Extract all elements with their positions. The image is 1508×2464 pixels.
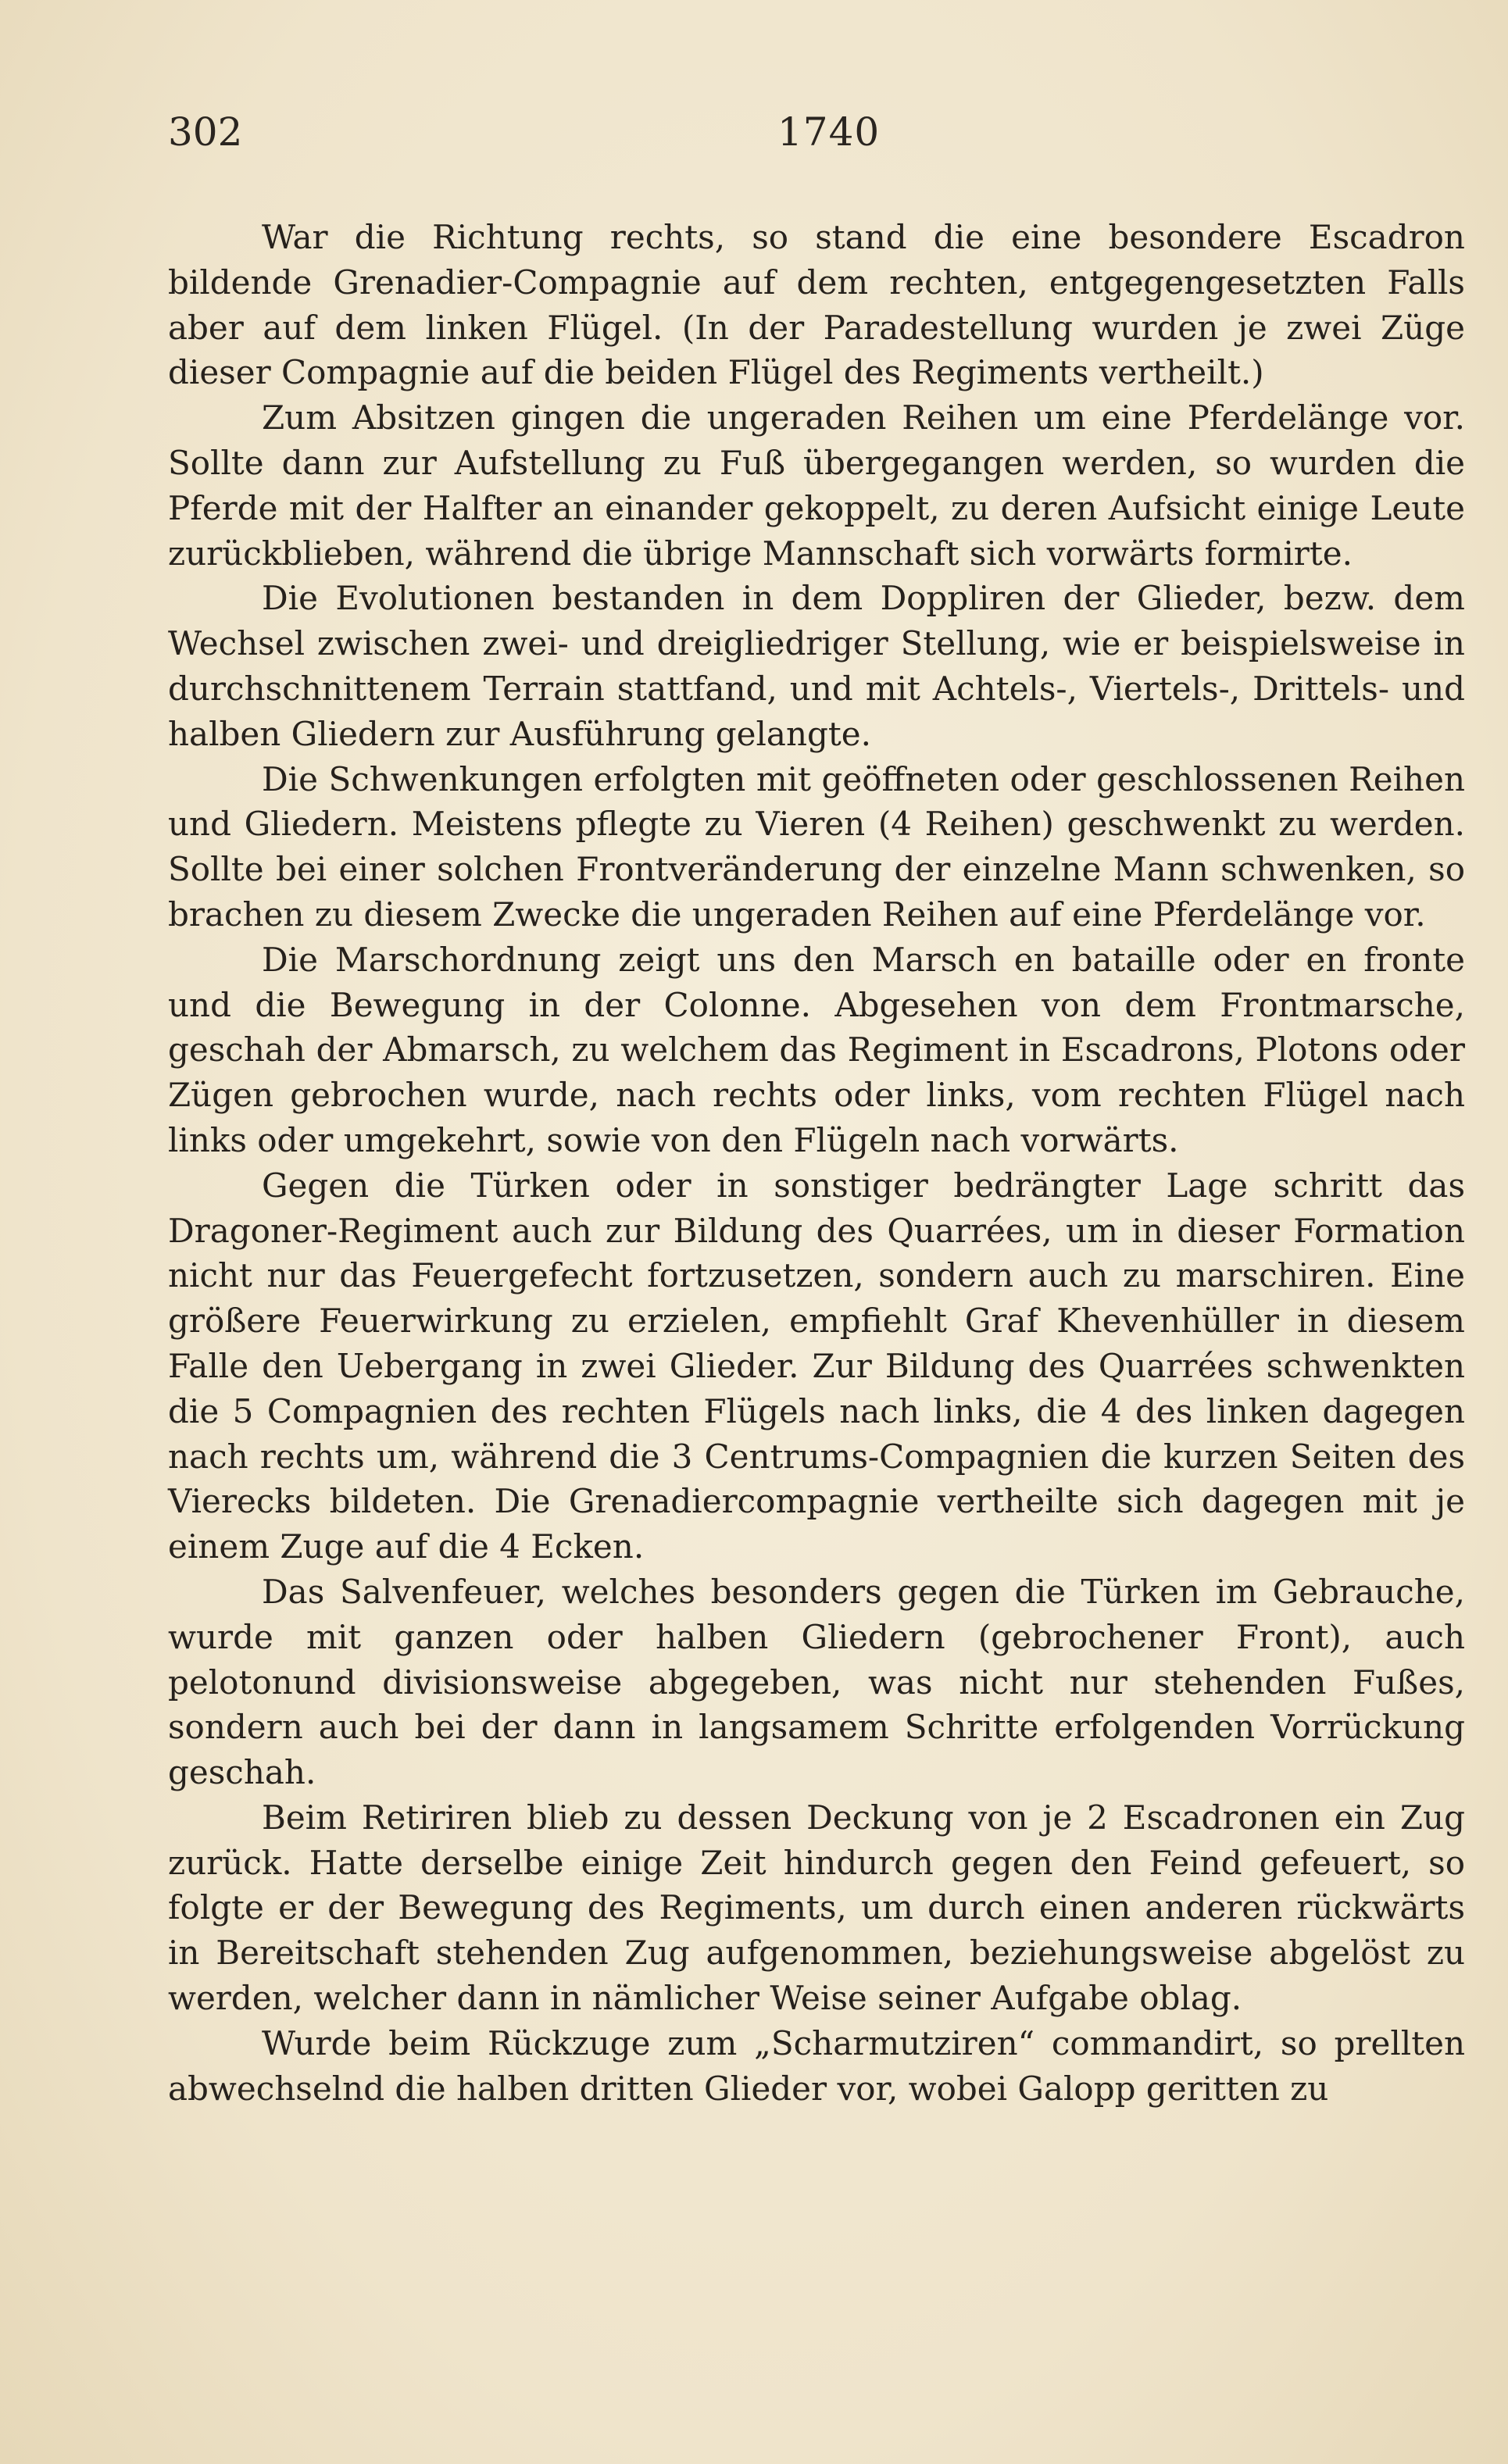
page-header [168,109,1465,172]
paragraph-quarree: Gegen die Türken oder in sonstiger bedrängter Lage schritt das Dragoner-Regiment auch zur Bildung des Quarrées, um in dieser Formation nicht nur das Feuergefecht fortzusetzen, sondern auch zu marschiren. Eine größere Feuerwirkung zu erzielen, empfiehlt Graf Khevenhüller in diesem Falle den Uebergang in zwei Glieder. Zur Bildung des Quarrées schwenkten die 5 Compagnien des rechten Flügels nach links, die 4 des linken dagegen nach rechts um, während die 3 Centrums-Compagnien die kurzen Seiten des Vierecks bildeten. Die Grenadiercompagnie vertheilte sich dagegen mit je einem Zuge auf die 4 Ecken. [168,1166,1465,1566]
paragraph-retiriren: Beim Retiriren blieb zu dessen Deckung von je 2 Escadronen ein Zug zurück. Hatte derselbe einige Zeit hindurch gegen den Feind gefeuert, so folgte er der Bewegung des Regiments, um durch einen anderen rückwärts in Bereitschaft stehenden Zug aufgenommen, beziehungsweise abgelöst zu werden, welcher dann in nämlicher Weise seiner Aufgabe oblag. [168,1798,1465,2018]
paragraph-scharmutziren: Wurde beim Rückzuge zum „Scharmutziren“ commandirt, so prellten abwechselnd die halben dritten Glieder vor, wobei Galopp geritten zu [168,2023,1465,2108]
running-head-year: 1740 [777,109,881,155]
paragraph-richtung: War die Richtung rechts, so stand die eine besondere Escadron bildende Grenadier-Compagnie auf dem rechten, entgegengesetzten Falls aber auf dem linken Flügel. (In der Paradestellung wurden je zwei Züge dieser Compagnie auf die beiden Flügel des Regiments vertheilt.) [168,218,1465,392]
paragraph-salvenfeuer: Das Salvenfeuer, welches besonders gegen die Türken im Gebrauche, wurde mit ganzen oder halben Gliedern (gebrochener Front), auch pelotonund divisionsweise abgegeben, was nicht nur stehenden Fußes, sondern auch bei der dann in langsamem Schritte erfolgenden Vorrückung geschah. [168,1572,1465,1792]
paragraph-marschordnung: Die Marschordnung zeigt uns den Marsch en bataille oder en fronte und die Bewegung in der Colonne. Abgesehen von dem Frontmarsche, geschah der Abmarsch, zu welchem das Regiment in Escadrons, Plotons oder Zügen gebrochen wurde, nach rechts oder links, vom rechten Flügel nach links oder umgekehrt, sowie von den Flügeln nach vorwärts. [168,940,1465,1159]
paragraph-absitzen: Zum Absitzen gingen die ungeraden Reihen um eine Pferdelänge vor. Sollte dann zur Aufstellung zu Fuß übergegangen werden, so wurden die Pferde mit der Halfter an einander gekoppelt, zu deren Aufsicht einige Leute zurückblieben, während die übrige Mannschaft sich vorwärts formirte. [168,398,1465,573]
paragraph-evolutionen: Die Evolutionen bestanden in dem Doppliren der Glieder, bezw. dem Wechsel zwischen zwei- und dreigliedriger Stellung, wie er beispielsweise in durchschnittenem Terrain stattfand, und mit Achtels-, Viertels-, Drittels- und halben Gliedern zur Ausführung gelangte. [168,579,1465,753]
paragraph-schwenkungen: Die Schwenkungen erfolgten mit geöffneten oder geschlossenen Reihen und Gliedern. Meistens pflegte zu Vieren (4 Reihen) geschwenkt zu werden. Sollte bei einer solchen Frontveränderung der einzelne Mann schwenken, so brachen zu diesem Zwecke die ungeraden Reihen auf eine Pferdelänge vor. [168,759,1465,934]
body-text [168,215,1465,2111]
page-number: 302 [168,109,243,155]
